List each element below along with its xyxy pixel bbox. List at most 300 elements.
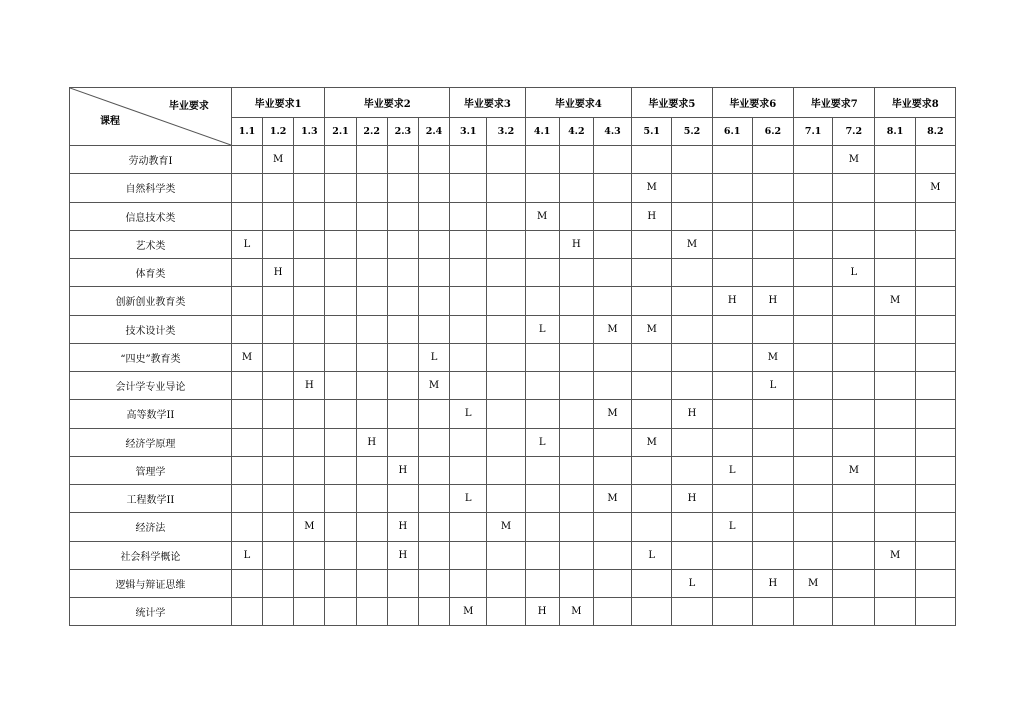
support-level-cell (387, 287, 418, 315)
support-level-cell (752, 485, 793, 513)
support-level-cell (875, 598, 915, 626)
support-level-cell (712, 598, 752, 626)
support-level-cell (450, 146, 487, 174)
support-level-cell (356, 372, 387, 400)
support-level-cell (387, 372, 418, 400)
support-level-cell: H (672, 400, 712, 428)
support-level-cell (487, 372, 525, 400)
support-level-cell (418, 174, 449, 202)
support-level-cell (593, 541, 631, 569)
table-row (70, 456, 956, 484)
support-level-cell (487, 146, 525, 174)
support-level-cell: H (263, 259, 294, 287)
support-level-cell (263, 372, 294, 400)
support-level-cell (450, 259, 487, 287)
support-level-cell (294, 259, 325, 287)
support-level-cell (231, 456, 262, 484)
support-level-cell (325, 259, 356, 287)
support-level-cell (356, 259, 387, 287)
support-level-cell (593, 287, 631, 315)
support-level-cell (632, 146, 672, 174)
support-level-cell (356, 230, 387, 258)
support-level-cell (794, 598, 833, 626)
sub-requirement-header: 1.1 (231, 118, 262, 146)
support-level-cell (672, 202, 712, 230)
sub-requirement-header: 4.2 (559, 118, 593, 146)
support-level-cell (525, 230, 559, 258)
support-level-cell (875, 513, 915, 541)
course-name-cell: 经济法 (70, 513, 232, 541)
support-level-cell (752, 598, 793, 626)
requirement-group-row (70, 88, 956, 118)
support-level-cell (915, 230, 955, 258)
support-level-cell (915, 400, 955, 428)
support-level-cell (418, 259, 449, 287)
support-level-cell (294, 202, 325, 230)
support-level-cell: H (672, 485, 712, 513)
support-level-cell (875, 315, 915, 343)
support-level-cell (833, 485, 875, 513)
table-row (70, 174, 956, 202)
support-level-cell (325, 456, 356, 484)
support-level-cell (672, 513, 712, 541)
support-level-cell (915, 343, 955, 371)
support-level-cell (712, 230, 752, 258)
support-level-cell (833, 400, 875, 428)
support-level-cell (794, 541, 833, 569)
support-level-cell (525, 569, 559, 597)
support-level-cell (325, 400, 356, 428)
support-level-cell (487, 598, 525, 626)
support-level-cell (325, 541, 356, 569)
support-level-cell (294, 287, 325, 315)
course-name-cell: 信息技术类 (70, 202, 232, 230)
support-level-cell (231, 598, 262, 626)
support-level-cell: M (418, 372, 449, 400)
table-row (70, 569, 956, 597)
support-level-cell (450, 315, 487, 343)
support-level-cell: L (525, 315, 559, 343)
table-row (70, 202, 956, 230)
support-level-cell (915, 372, 955, 400)
support-level-cell (712, 372, 752, 400)
support-level-cell (450, 174, 487, 202)
table-row (70, 315, 956, 343)
sub-requirement-header: 5.1 (632, 118, 672, 146)
support-level-cell (418, 202, 449, 230)
support-level-cell (875, 202, 915, 230)
support-level-cell (487, 541, 525, 569)
support-level-cell (559, 428, 593, 456)
support-level-cell (672, 287, 712, 315)
support-level-cell (387, 598, 418, 626)
table-row (70, 513, 956, 541)
support-level-cell (525, 146, 559, 174)
support-level-cell (833, 428, 875, 456)
support-level-cell (712, 400, 752, 428)
support-level-cell (833, 315, 875, 343)
support-level-cell (356, 569, 387, 597)
course-name-cell: 艺术类 (70, 230, 232, 258)
support-level-cell (325, 428, 356, 456)
support-level-cell (875, 146, 915, 174)
support-level-cell (450, 428, 487, 456)
support-level-cell (752, 202, 793, 230)
support-level-cell (263, 541, 294, 569)
support-level-cell: M (875, 287, 915, 315)
support-level-cell (418, 146, 449, 174)
support-level-cell (263, 598, 294, 626)
support-level-cell (672, 372, 712, 400)
support-level-cell (915, 541, 955, 569)
table-row (70, 541, 956, 569)
support-level-cell (559, 202, 593, 230)
support-level-cell (525, 400, 559, 428)
support-level-cell (294, 485, 325, 513)
support-level-cell (794, 400, 833, 428)
support-level-cell (325, 569, 356, 597)
support-level-cell (263, 174, 294, 202)
support-level-cell (632, 259, 672, 287)
requirement-group-header: 毕业要求4 (525, 88, 632, 118)
sub-requirement-header: 4.3 (593, 118, 631, 146)
support-level-cell (294, 598, 325, 626)
support-level-cell (794, 287, 833, 315)
support-level-cell (752, 259, 793, 287)
support-level-cell (915, 428, 955, 456)
support-level-cell (915, 287, 955, 315)
support-level-cell (325, 343, 356, 371)
support-level-cell (418, 541, 449, 569)
support-level-cell (356, 598, 387, 626)
support-level-cell (794, 513, 833, 541)
support-level-cell (356, 315, 387, 343)
table-row (70, 230, 956, 258)
support-level-cell (915, 202, 955, 230)
support-level-cell (833, 541, 875, 569)
support-level-cell: L (672, 569, 712, 597)
support-level-cell (752, 456, 793, 484)
support-level-cell (450, 513, 487, 541)
course-name-cell: 逻辑与辩证思维 (70, 569, 232, 597)
support-level-cell (593, 456, 631, 484)
sub-requirement-header: 1.2 (263, 118, 294, 146)
support-level-cell (794, 259, 833, 287)
course-name-cell: 社会科学概论 (70, 541, 232, 569)
support-level-cell: M (450, 598, 487, 626)
support-level-cell (593, 230, 631, 258)
sub-requirement-header: 2.2 (356, 118, 387, 146)
support-level-cell (525, 259, 559, 287)
support-level-cell (356, 513, 387, 541)
support-level-cell (294, 541, 325, 569)
support-level-cell (593, 343, 631, 371)
support-level-cell (672, 428, 712, 456)
support-level-cell: M (915, 174, 955, 202)
support-level-cell (875, 428, 915, 456)
support-level-cell (325, 485, 356, 513)
table-row (70, 259, 956, 287)
support-level-cell: M (559, 598, 593, 626)
support-level-cell (794, 315, 833, 343)
support-level-cell (632, 513, 672, 541)
support-level-cell: M (593, 485, 631, 513)
support-level-cell (387, 485, 418, 513)
support-level-cell (632, 598, 672, 626)
support-level-cell (387, 202, 418, 230)
support-level-cell (356, 485, 387, 513)
support-level-cell: H (752, 287, 793, 315)
sub-requirement-header: 2.4 (418, 118, 449, 146)
support-level-cell (325, 287, 356, 315)
table-row (70, 400, 956, 428)
support-level-cell (712, 202, 752, 230)
support-level-cell: M (632, 174, 672, 202)
course-name-cell: 经济学原理 (70, 428, 232, 456)
support-level-cell: H (632, 202, 672, 230)
support-level-cell (294, 400, 325, 428)
support-level-cell (833, 202, 875, 230)
support-level-cell (263, 315, 294, 343)
support-level-cell (875, 372, 915, 400)
support-level-cell: M (833, 456, 875, 484)
support-level-cell (752, 400, 793, 428)
support-level-cell: M (231, 343, 262, 371)
support-level-cell (525, 541, 559, 569)
support-level-cell: M (632, 428, 672, 456)
support-level-cell (559, 372, 593, 400)
support-level-cell (712, 428, 752, 456)
support-level-cell (263, 485, 294, 513)
support-level-cell: M (752, 343, 793, 371)
support-level-cell (833, 343, 875, 371)
support-level-cell: H (387, 456, 418, 484)
support-level-cell: H (525, 598, 559, 626)
support-level-cell (794, 372, 833, 400)
support-level-cell (833, 513, 875, 541)
table-row (70, 343, 956, 371)
support-level-cell: H (294, 372, 325, 400)
support-level-cell (632, 372, 672, 400)
support-level-cell (263, 230, 294, 258)
support-level-cell (418, 598, 449, 626)
support-level-cell: M (593, 315, 631, 343)
support-level-cell (559, 287, 593, 315)
support-level-cell (875, 485, 915, 513)
support-level-cell: M (794, 569, 833, 597)
support-level-cell (672, 598, 712, 626)
support-level-cell (487, 400, 525, 428)
support-level-cell (294, 146, 325, 174)
sub-requirement-header: 4.1 (525, 118, 559, 146)
support-level-cell: L (712, 456, 752, 484)
support-level-cell: L (632, 541, 672, 569)
support-level-cell (794, 146, 833, 174)
support-level-cell (450, 287, 487, 315)
support-level-cell (387, 259, 418, 287)
support-level-cell (632, 485, 672, 513)
support-level-cell: H (559, 230, 593, 258)
support-level-cell (325, 230, 356, 258)
support-level-cell (525, 372, 559, 400)
sub-requirement-header: 7.2 (833, 118, 875, 146)
support-level-cell (231, 202, 262, 230)
support-level-cell: L (231, 541, 262, 569)
support-level-cell (418, 315, 449, 343)
support-level-cell (525, 287, 559, 315)
support-level-cell (325, 174, 356, 202)
support-level-cell (263, 569, 294, 597)
support-level-cell (632, 230, 672, 258)
support-level-cell (559, 456, 593, 484)
requirement-group-header: 毕业要求8 (875, 88, 956, 118)
matrix-body (70, 146, 956, 626)
support-level-cell (387, 174, 418, 202)
support-level-cell (915, 146, 955, 174)
support-level-cell (559, 259, 593, 287)
support-level-cell (672, 315, 712, 343)
support-level-cell (593, 569, 631, 597)
support-level-cell (672, 456, 712, 484)
support-level-cell (525, 343, 559, 371)
support-level-cell (752, 230, 793, 258)
support-level-cell (915, 598, 955, 626)
support-level-cell (356, 287, 387, 315)
table-row (70, 485, 956, 513)
support-level-cell: L (752, 372, 793, 400)
sub-requirement-header: 2.3 (387, 118, 418, 146)
support-level-cell (559, 485, 593, 513)
course-name-cell: 劳动教育I (70, 146, 232, 174)
support-level-cell: M (294, 513, 325, 541)
support-level-cell (915, 456, 955, 484)
support-level-cell (915, 259, 955, 287)
support-level-cell (672, 174, 712, 202)
support-level-cell (712, 485, 752, 513)
support-level-cell (487, 315, 525, 343)
support-level-cell (487, 174, 525, 202)
course-name-cell: 会计学专业导论 (70, 372, 232, 400)
support-level-cell (559, 400, 593, 428)
course-name-cell: 工程数学II (70, 485, 232, 513)
support-level-cell (752, 541, 793, 569)
table-row (70, 372, 956, 400)
support-level-cell (263, 202, 294, 230)
support-level-cell: M (525, 202, 559, 230)
support-level-cell (450, 541, 487, 569)
support-level-cell (387, 146, 418, 174)
support-level-cell (833, 174, 875, 202)
sub-requirement-header: 6.2 (752, 118, 793, 146)
table-row (70, 287, 956, 315)
support-level-cell (525, 485, 559, 513)
course-requirement-matrix (69, 87, 956, 626)
support-level-cell (487, 456, 525, 484)
support-level-cell (915, 569, 955, 597)
support-level-cell (263, 456, 294, 484)
support-level-cell (487, 343, 525, 371)
support-level-cell (450, 569, 487, 597)
support-level-cell (833, 598, 875, 626)
support-level-cell (593, 146, 631, 174)
support-level-cell (325, 598, 356, 626)
support-level-cell (387, 428, 418, 456)
support-level-cell (450, 230, 487, 258)
support-level-cell (487, 485, 525, 513)
support-level-cell (833, 569, 875, 597)
support-level-cell: H (712, 287, 752, 315)
requirement-group-header: 毕业要求3 (450, 88, 525, 118)
support-level-cell: H (387, 541, 418, 569)
course-name-cell: 创新创业教育类 (70, 287, 232, 315)
support-level-cell (487, 428, 525, 456)
support-level-cell (915, 315, 955, 343)
support-level-cell (875, 569, 915, 597)
support-level-cell (875, 230, 915, 258)
support-level-cell (418, 456, 449, 484)
support-level-cell (356, 541, 387, 569)
support-level-cell (387, 400, 418, 428)
support-level-cell (356, 174, 387, 202)
support-level-cell (487, 202, 525, 230)
support-level-cell (794, 174, 833, 202)
support-level-cell (231, 315, 262, 343)
support-level-cell (325, 202, 356, 230)
support-level-cell (712, 315, 752, 343)
support-level-cell (263, 400, 294, 428)
table-row (70, 146, 956, 174)
requirement-group-header: 毕业要求5 (632, 88, 712, 118)
support-level-cell (875, 343, 915, 371)
support-level-cell (593, 259, 631, 287)
support-level-cell (231, 485, 262, 513)
support-level-cell (712, 259, 752, 287)
sub-requirement-header: 3.1 (450, 118, 487, 146)
support-level-cell (231, 146, 262, 174)
support-level-cell (450, 456, 487, 484)
support-level-cell (418, 287, 449, 315)
support-level-cell: H (356, 428, 387, 456)
support-level-cell (632, 456, 672, 484)
support-level-cell (672, 541, 712, 569)
support-level-cell (833, 287, 875, 315)
support-level-cell (672, 343, 712, 371)
support-level-cell (794, 343, 833, 371)
support-level-cell (294, 315, 325, 343)
support-level-cell (593, 513, 631, 541)
support-level-cell (418, 400, 449, 428)
support-level-cell (231, 513, 262, 541)
support-level-cell (418, 513, 449, 541)
support-level-cell (450, 202, 487, 230)
support-level-cell (915, 513, 955, 541)
support-level-cell (593, 598, 631, 626)
support-level-cell: M (632, 315, 672, 343)
table-row (70, 598, 956, 626)
support-level-cell: L (450, 400, 487, 428)
support-level-cell (294, 569, 325, 597)
sub-requirement-header: 3.2 (487, 118, 525, 146)
support-level-cell (794, 230, 833, 258)
support-level-cell (915, 485, 955, 513)
support-level-cell (325, 372, 356, 400)
support-level-cell (356, 202, 387, 230)
support-level-cell (752, 428, 793, 456)
support-level-cell (875, 456, 915, 484)
support-level-cell (325, 146, 356, 174)
support-level-cell (418, 428, 449, 456)
support-level-cell: L (525, 428, 559, 456)
